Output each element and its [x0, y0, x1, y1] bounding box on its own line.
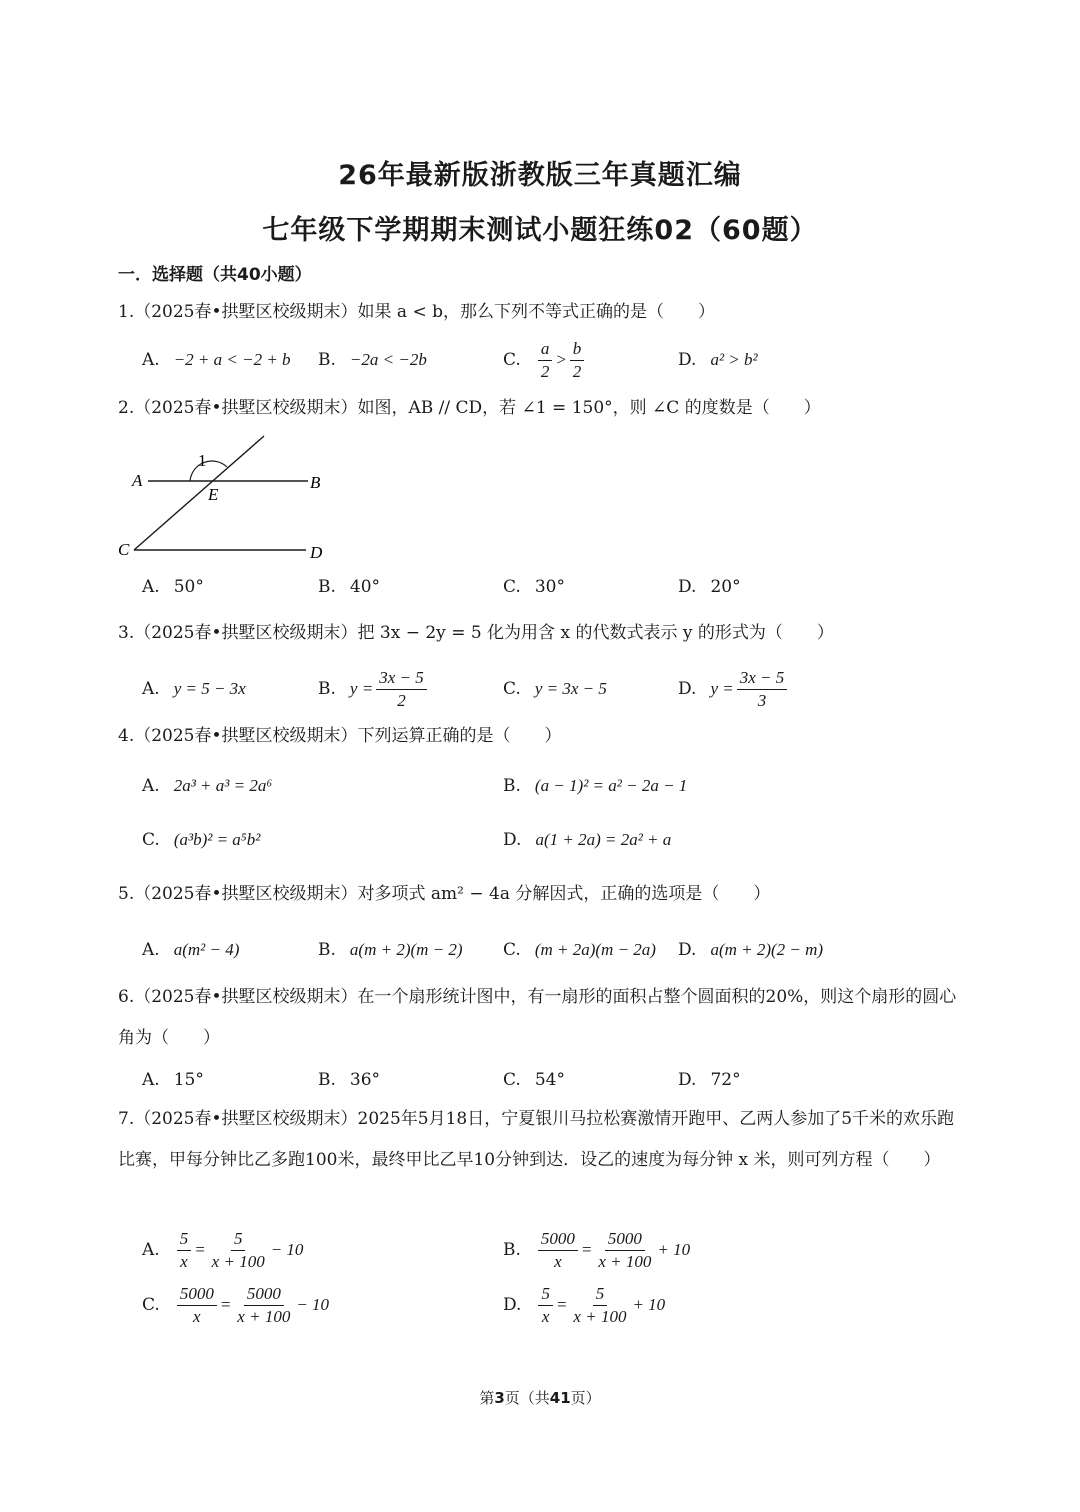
- q3-option-c[interactable]: C. y = 3x − 5: [503, 679, 607, 699]
- q4-option-b[interactable]: B. (a − 1)² = a² − 2a − 1: [503, 776, 688, 796]
- q1-option-a[interactable]: A. −2 + a < −2 + b: [142, 350, 291, 370]
- q5-option-a[interactable]: A. a(m² − 4): [142, 940, 240, 960]
- q3-option-d[interactable]: D. y = $\frac{3x - 5}{3}$: [678, 667, 790, 711]
- page-footer: 第3页（共41页）: [479, 1389, 601, 1407]
- fraction: $\frac{3x - 5}{2}$: [376, 667, 427, 712]
- q4-option-c[interactable]: C. (a³b)² = a⁵b²: [142, 830, 261, 850]
- fraction: $\frac{5000}{x + 100}$: [237, 1283, 291, 1326]
- question-4-stem: 4.（2025春•拱墅区校级期末）下列运算正确的是（ ）: [118, 726, 562, 746]
- fraction: $\frac{a}{2}$: [538, 338, 553, 383]
- section-heading: 一．选择题（共40小题）: [118, 265, 312, 285]
- q2-option-a[interactable]: A. 50°: [142, 577, 204, 597]
- angle-1-arc: [190, 461, 227, 481]
- current-page: 3: [494, 1389, 505, 1407]
- question-7-stem: 7.（2025春•拱墅区校级期末）2025年5月18日，宁夏银川马拉松赛激情开跑甲、乙两人参加了5千米的欢乐跑比赛，甲每分钟比乙多跑100米，最终甲比乙早10分钟到达．设乙的速度为每分钟 x 米，则可列方程（ ）: [118, 1109, 955, 1170]
- page-title: 26年最新版浙教版三年真题汇编: [338, 160, 742, 191]
- q5-option-b[interactable]: B. a(m + 2)(m − 2): [318, 940, 463, 960]
- label-b: B: [310, 473, 321, 492]
- q1-option-c[interactable]: C. $\frac{a}{2}$ > $\frac{b}{2}$: [503, 338, 587, 382]
- question-1-stem: 1.（2025春•拱墅区校级期末）如果 a < b，那么下列不等式正确的是（ ）: [118, 302, 715, 322]
- q7-option-d[interactable]: D. $\frac{5}{x}$ = $\frac{5}{x + 100}$ + 10: [503, 1283, 666, 1326]
- fraction: $\frac{5000}{x}$: [538, 1228, 578, 1273]
- q7-option-b[interactable]: B. $\frac{5000}{x}$ = $\frac{5000}{x + 100}$ + 10: [503, 1228, 691, 1271]
- q5-option-c[interactable]: C. (m + 2a)(m − 2a): [503, 940, 656, 960]
- fraction: $\frac{3x - 5}{3}$: [737, 667, 788, 712]
- q1-option-b[interactable]: B. −2a < −2b: [318, 350, 427, 370]
- label-a: A: [132, 471, 143, 490]
- q6-option-c[interactable]: C. 54°: [503, 1070, 565, 1090]
- total-pages: 41: [549, 1389, 571, 1407]
- q2-option-c[interactable]: C. 30°: [503, 577, 565, 597]
- fraction: $\frac{5}{x + 100}$: [573, 1283, 627, 1326]
- q3-option-a[interactable]: A. y = 5 − 3x: [142, 679, 246, 699]
- question-5-stem: 5.（2025春•拱墅区校级期末）对多项式 am² − 4a 分解因式，正确的选项是（ ）: [118, 884, 771, 904]
- q6-option-b[interactable]: B. 36°: [318, 1070, 381, 1090]
- page-subtitle: 七年级下学期期末测试小题狂练02（60题）: [262, 215, 818, 246]
- question-6-stem: 6.（2025春•拱墅区校级期末）在一个扇形统计图中，有一扇形的面积占整个圆面积的20%，则这个扇形的圆心角为（ ）: [118, 987, 957, 1048]
- fraction: $\frac{5}{x + 100}$: [211, 1228, 265, 1271]
- fraction: $\frac{b}{2}$: [570, 338, 585, 383]
- label-e: E: [208, 485, 219, 504]
- q6-option-a[interactable]: A. 15°: [142, 1070, 204, 1090]
- label-angle-1: 1: [198, 451, 207, 470]
- question-2-stem: 2.（2025春•拱墅区校级期末）如图，AB // CD，若 ∠1 = 150°，则 ∠C 的度数是（ ）: [118, 398, 821, 418]
- parallel-lines-figure: [110, 430, 340, 565]
- q4-option-d[interactable]: D. a(1 + 2a) = 2a² + a: [503, 830, 672, 850]
- fraction: $\frac{5000}{x}$: [177, 1283, 217, 1328]
- label-d: D: [310, 543, 323, 562]
- q6-option-d[interactable]: D. 72°: [678, 1070, 741, 1090]
- q5-option-d[interactable]: D. a(m + 2)(2 − m): [678, 940, 824, 960]
- q1-option-d[interactable]: D. a² > b²: [678, 350, 758, 370]
- q3-option-b[interactable]: B. y = $\frac{3x - 5}{2}$: [318, 667, 430, 711]
- q7-option-a[interactable]: A. $\frac{5}{x}$ = $\frac{5}{x + 100}$ − 10: [142, 1228, 304, 1271]
- fraction: $\frac{5}{x}$: [177, 1228, 192, 1273]
- fraction: $\frac{5000}{x + 100}$: [598, 1228, 652, 1271]
- question-3-stem: 3.（2025春•拱墅区校级期末）把 3x − 2y = 5 化为用含 x 的代数式表示 y 的形式为（ ）: [118, 623, 834, 643]
- q2-option-d[interactable]: D. 20°: [678, 577, 741, 597]
- label-c: C: [118, 540, 130, 559]
- q7-option-c[interactable]: C. $\frac{5000}{x}$ = $\frac{5000}{x + 100}$ − 10: [142, 1283, 330, 1326]
- q4-option-a[interactable]: A. 2a³ + a³ = 2a⁶: [142, 776, 273, 796]
- fraction: $\frac{5}{x}$: [538, 1283, 553, 1328]
- q2-option-b[interactable]: B. 40°: [318, 577, 381, 597]
